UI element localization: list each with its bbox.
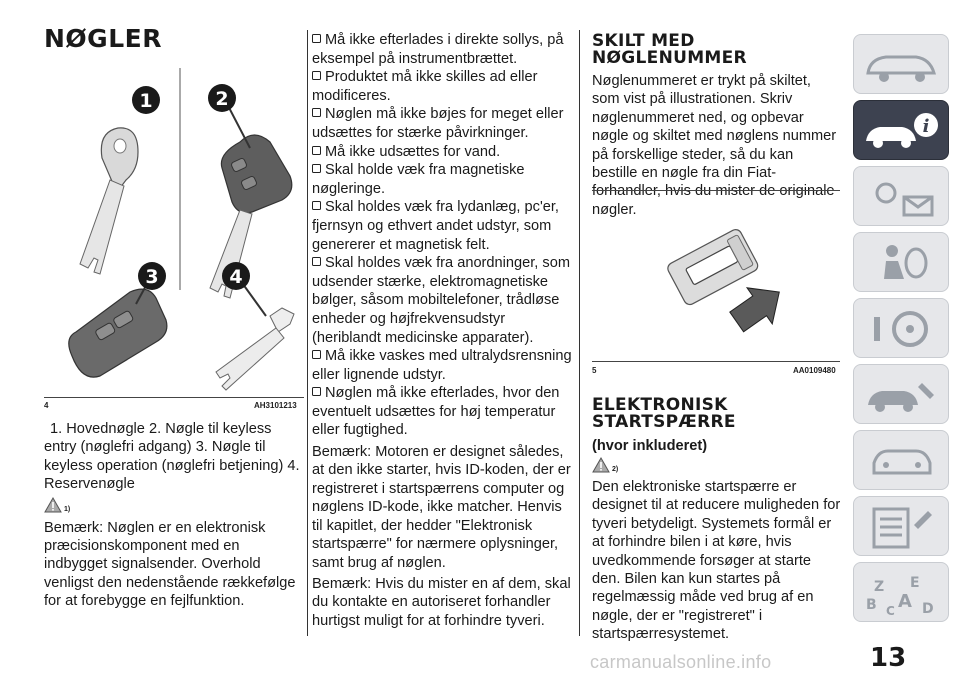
svg-text:1: 1 [139,90,153,112]
callout-3 [138,262,166,290]
keys-illustration [44,60,304,398]
car-info-icon [860,105,944,157]
list-item: Må ikke efterlades i direkte sollys, på eksempel på instrumentbrættet. [312,32,564,67]
checklist-icon [860,501,944,553]
warning-marker [592,457,619,477]
airbag-seat-icon [860,237,944,289]
list-item: Skal holdes væk fra anordninger, som udsender stærke, elektromagnetiske bølger, såsom mobiltelefoner, trådløse enheder og højfrekvensudstyr (heriblandt medicinske apparater). [312,255,570,346]
section-heading-key-tag: SKILT MED NØGLENUMMER [592,31,747,68]
key-tag-illustration [592,191,840,361]
note-paragraph: Bemærk: Motoren er designet således, at den ikke starter, hvis ID-koden, der er registreret i startspærrens computer og nøglens ID-kode, ikke matcher. Henvis til kapitlet, der hedder "Elektronisk startspærre" for nærmere oplysninger, samt brug af nøglen. [312,444,571,571]
tab-checklist[interactable] [853,496,949,556]
car-front-icon [860,435,944,487]
warning-lights-icon [860,171,944,223]
keyless-entry-key-drawing [210,98,292,298]
tab-service[interactable] [853,364,949,424]
svg-text:D: D [922,601,934,617]
key-tag-figure [592,190,840,362]
checkbox-bullet-icon [312,34,321,43]
checkbox-bullet-icon [312,71,321,80]
list-item: Må ikke vaskes med ultralydsrensning eller lignende udstyr. [312,348,572,383]
car-dashboard-icon [860,39,944,91]
list-item: Skal holde væk fra magnetiske nøgleringe. [312,162,525,197]
list-item: Produktet må ikke skilles ad eller modificeres. [312,69,538,104]
alphabet-index-icon [860,567,944,619]
svg-text:4: 4 [229,266,243,288]
list-item: Må ikke udsættes for vand. [312,143,576,162]
middle-column [312,31,576,630]
callout-1 [132,86,160,114]
checkbox-bullet-icon [312,201,321,210]
tab-warning-lights[interactable] [853,166,949,226]
checkbox-bullet-icon [312,146,321,155]
steering-wheel-icon [860,303,944,355]
tab-airbag[interactable] [853,232,949,292]
tab-car-front[interactable] [853,430,949,490]
checkbox-bullet-icon [312,350,321,359]
svg-text:E: E [910,575,920,591]
column-divider [579,30,580,636]
callout-4 [222,262,250,290]
warning-reference: 2) [612,466,619,473]
page-number: 13 [870,643,907,673]
left-column-text [44,420,306,611]
svg-text:B: B [866,597,877,613]
immobilizer-section [592,397,842,644]
callout-2 [208,84,236,112]
keyless-operation-fob-drawing [69,282,167,377]
checkbox-bullet-icon [312,164,321,173]
car-service-icon [860,369,944,421]
svg-text:3: 3 [145,266,159,288]
watermark-text: carmanualsonline.info [590,652,772,672]
figure-caption: 1. Hovednøgle 2. Nøgle til keyless entry (nøglefri adgang) 3. Nøgle til keyless operation (nøglefri betjening) 4. Reservenøgle [44,421,300,493]
warning-triangle-icon [44,497,62,513]
tab-dashboard[interactable] [853,34,949,94]
list-item: Nøglen må ikke bøjes for meget eller udsættes for stærke påvirkninger. [312,106,564,141]
section-subheading: (hvor inkluderet) [592,438,708,454]
figure-number: 5 [592,366,597,375]
section-heading-immobilizer: ELEKTRONISK STARTSPÆRRE [592,395,736,432]
arrow-indicator-icon [724,274,792,340]
note-paragraph: Bemærk: Nøglen er en elektronisk præcisionskomponent med en indbygget signalsender. Overhold venligst den nedenstående rækkefølge for at forebygge en fejlfunktion. [44,519,296,610]
figure-code: AH3101213 [254,401,297,410]
tab-alphabet-index[interactable] [853,562,949,622]
column-divider [307,30,308,636]
note-paragraph: Bemærk: Hvis du mister en af dem, skal du kontakte en autoriseret forhandler hurtigst muligt for at forhindre tyveri. [312,575,571,629]
checkbox-bullet-icon [312,108,321,117]
tab-steering[interactable] [853,298,949,358]
main-key-drawing [80,128,138,274]
checkbox-bullet-icon [312,387,321,396]
warning-reference: 1) [64,505,71,513]
list-item: Skal holdes væk fra lydanlæg, pc'er, fjernsyn og ethvert andet udstyr, som genererer et magnetisk felt. [312,199,559,253]
svg-text:C: C [886,604,895,618]
svg-text:2: 2 [215,88,229,110]
figure-number: 4 [44,401,49,410]
list-item: Nøglen må ikke efterlades, hvor den eventuelt udsættes for høj temperatur eller fugtighed. [312,385,560,439]
bullet-list [312,31,576,440]
svg-text:Z: Z [874,579,885,595]
immobilizer-paragraph: Den elektroniske startspærre er designet til at reducere muligheden for tyveri betydeligt. Systemets formål er at forhindre bilen i at køre, hvis uvedkommende forsøger at starte den. Bilen kan kun startes på regelmæssig måde ved brug af en nøgle, der er "registreret" i startspærresystemet. [592,479,841,643]
svg-text:A: A [898,591,912,612]
key-types-figure [44,60,304,398]
page-title: NØGLER [44,24,162,53]
key-tag-paragraph: Nøglenummeret er trykt på skiltet, som vist på illustrationen. Skriv nøglenummeret ned, og opbevar nøgle og skiltet med nøglens nummer på forskellige steder, så du kan bestille en nøgle fra din Fiat-forhandler, hvis du mister de originale nøgler. [592,73,837,218]
warning-marker [44,497,71,517]
tab-car-info[interactable] [853,100,949,160]
warning-triangle-icon [592,457,610,473]
figure-code: AA0109480 [793,366,836,375]
svg-text:i: i [922,116,930,137]
checkbox-bullet-icon [312,257,321,266]
